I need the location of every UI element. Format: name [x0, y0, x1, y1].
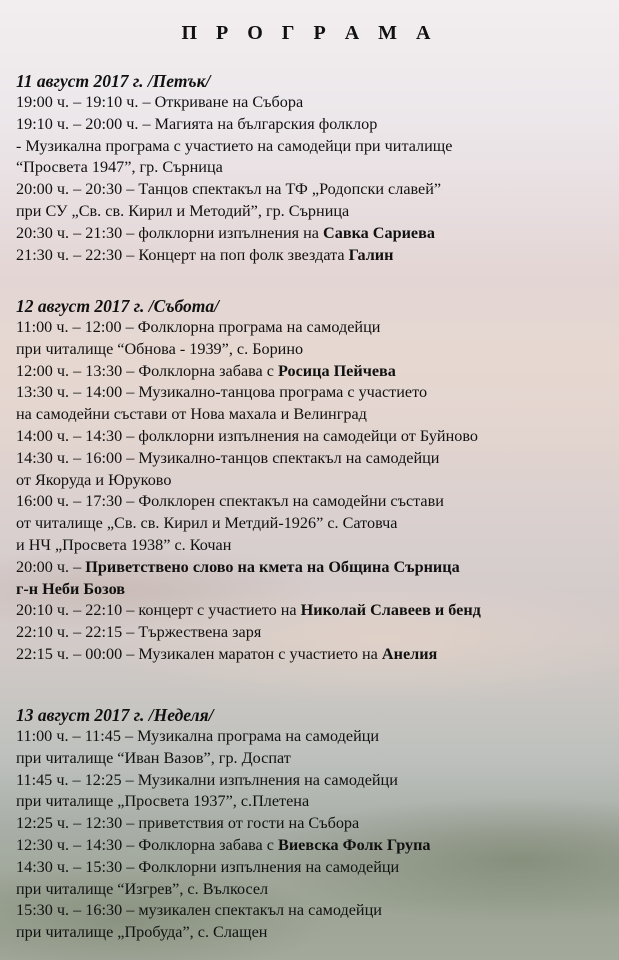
performer-name: Росица Пейчева — [278, 361, 396, 380]
schedule-list — [16, 317, 616, 666]
schedule-text: 16:00 ч. – 17:30 – Фолклорен спектакъл на самодейни състави — [16, 492, 444, 511]
schedule-text: при читалище “Изгрев”, с. Вълкосел — [16, 879, 269, 898]
day-heading: 12 август 2017 г. /Събота/ — [16, 296, 220, 316]
day-section-2 — [16, 295, 616, 666]
program-title: П Р О Г Р А М А — [181, 22, 438, 44]
schedule-line — [16, 382, 616, 404]
schedule-text: 14:30 ч. – 16:00 – Музикално-танцов спектакъл на самодейци — [16, 448, 440, 467]
schedule-list — [16, 726, 616, 944]
schedule-text: от читалище „Св. св. Кирил и Метдий-1926” с. Сатовча — [16, 514, 398, 533]
schedule-line — [16, 491, 616, 513]
performer-name: Галин — [348, 245, 394, 264]
schedule-line — [16, 770, 616, 792]
schedule-text: 11:45 ч. – 12:25 – Музикални изпълнения на самодейци — [16, 770, 398, 789]
performer-name: Николай Славеев и бенд — [300, 601, 481, 620]
schedule-line — [16, 339, 616, 361]
schedule-text: 15:30 ч. – 16:30 – музикален спектакъл на самодейци — [16, 901, 382, 920]
schedule-line — [16, 813, 616, 835]
schedule-text: 11:00 ч. – 12:00 – Фолклорна програма на самодейци — [16, 318, 381, 336]
schedule-text: 21:30 ч. – 22:30 – Концерт на поп фолк звездата — [16, 245, 349, 264]
schedule-text: 11:00 ч. – 11:45 – Музикална програма на самодейци — [16, 727, 380, 745]
schedule-text: - Музикална програма с участието на самодейци при читалище — [16, 136, 453, 155]
schedule-line — [16, 157, 616, 179]
schedule-line — [16, 426, 616, 448]
schedule-text: 20:00 ч. – — [16, 557, 86, 576]
schedule-line — [16, 900, 616, 922]
day-heading: 13 август 2017 г. /Неделя/ — [16, 705, 214, 725]
performer-name: Анелия — [381, 644, 438, 663]
schedule-text: при читалище “Иван Вазов”, гр. Доспат — [16, 748, 291, 767]
schedule-text: 19:10 ч. – 20:00 ч. – Магията на българския фолклор — [16, 114, 378, 133]
schedule-line — [16, 361, 616, 383]
schedule-text: при СУ „Св. св. Кирил и Методий”, гр. Сърница — [16, 201, 350, 220]
schedule-line — [16, 535, 616, 557]
schedule-text: 13:30 ч. – 14:00 – Музикално-танцова програма с участието — [16, 383, 428, 402]
schedule-line — [16, 201, 616, 223]
schedule-line — [16, 579, 616, 601]
schedule-line — [16, 835, 616, 857]
schedule-line — [16, 622, 616, 644]
schedule-line — [16, 404, 616, 426]
schedule-text: 19:00 ч. – 19:10 ч. – Откриване на Събора — [16, 93, 304, 111]
day-section-1 — [16, 70, 616, 266]
schedule-text: 14:00 ч. – 14:30 – фолклорни изпълнения на самодейци от Буйново — [16, 426, 478, 445]
schedule-text: “Просвета 1947”, гр. Сърница — [16, 158, 223, 177]
schedule-line — [16, 92, 616, 114]
schedule-text: от Якоруда и Юруково — [16, 470, 172, 489]
schedule-line — [16, 223, 616, 245]
schedule-line — [16, 317, 616, 339]
schedule-text: 22:15 ч. – 00:00 – Музикален маратон с участието на — [16, 644, 382, 663]
schedule-line — [16, 136, 616, 158]
schedule-line — [16, 245, 616, 267]
schedule-text: при читалище „Пробуда”, с. Слащен — [16, 923, 268, 942]
schedule-text: 14:30 ч. – 15:30 – Фолклорни изпълнения на самодейци — [16, 857, 400, 876]
schedule-text: 22:10 ч. – 22:15 – Тържествена заря — [16, 623, 262, 642]
schedule-line — [16, 179, 616, 201]
schedule-list — [16, 92, 616, 266]
schedule-line — [16, 726, 616, 748]
schedule-line — [16, 879, 616, 901]
schedule-line — [16, 922, 616, 944]
schedule-line — [16, 513, 616, 535]
schedule-line — [16, 600, 616, 622]
day-section-3 — [16, 704, 616, 944]
schedule-text: 12:25 ч. – 12:30 – приветствия от гости на Събора — [16, 814, 360, 833]
performer-name: г-н Неби Бозов — [16, 579, 125, 598]
schedule-text: 20:30 ч. – 21:30 – фолклорни изпълнения на — [16, 223, 324, 242]
schedule-line — [16, 470, 616, 492]
schedule-line — [16, 748, 616, 770]
schedule-text: и НЧ „Просвета 1938” с. Кочан — [16, 535, 232, 554]
day-heading: 11 август 2017 г. /Петък/ — [16, 71, 211, 91]
schedule-line — [16, 644, 616, 666]
schedule-text: 12:00 ч. – 13:30 – Фолклорна забава с — [16, 361, 279, 380]
performer-name: Савка Сариева — [323, 223, 435, 242]
schedule-line — [16, 857, 616, 879]
performer-name: Приветствено слово на кмета на Община Сърница — [85, 557, 460, 576]
schedule-line — [16, 114, 616, 136]
schedule-text: на самодейни състави от Нова махала и Велинград — [16, 405, 367, 424]
schedule-text: при читалище „Просвета 1937”, с.Плетена — [16, 792, 310, 811]
schedule-line — [16, 448, 616, 470]
schedule-text: 12:30 ч. – 14:30 – Фолклорна забава с — [16, 835, 279, 854]
schedule-text: 20:10 ч. – 22:10 – концерт с участието на — [16, 601, 301, 620]
performer-name: Виевска Фолк Група — [278, 835, 431, 854]
schedule-line — [16, 791, 616, 813]
schedule-text: при читалище “Обнова - 1939”, с. Борино — [16, 339, 304, 358]
schedule-text: 20:00 ч. – 20:30 – Танцов спектакъл на ТФ „Родопски славей” — [16, 180, 442, 199]
schedule-line — [16, 557, 616, 579]
